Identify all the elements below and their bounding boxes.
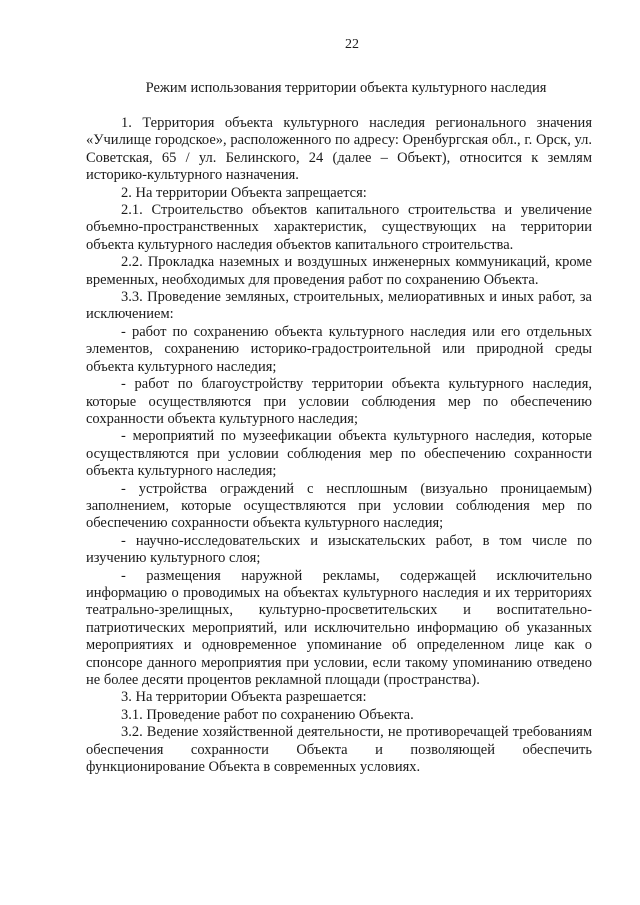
- document-title: Режим использования территории объекта культурного наследия: [145, 80, 547, 96]
- list-item-advertising: - размещения наружной рекламы, содержащей исключительно информацию о проводимых на объектах культурного наследия и их территориях театрально-зрелищных, культурно-просветительских и воспитательно-патриотических мероприятий, или исключительно информацию об указанных мероприятиях и одновременное упоминание об определенном лице как о спонсоре данного мероприятия при условии, если такому упоминанию отведено не более десяти процентов рекламной площади (пространства).: [86, 567, 592, 688]
- list-item-fencing: - устройства ограждений с несплошным (визуально проницаемым) заполнением, которые осуществляются при условии соблюдения мер по обеспечению сохранности объекта культурного наследия;: [86, 480, 592, 532]
- document-body: [86, 115, 592, 776]
- paragraph-2-2: 2.2. Прокладка наземных и воздушных инженерных коммуникаций, кроме временных, необходимых для проведения работ по сохранению Объекта.: [86, 254, 592, 288]
- paragraph-3-3: 3.3. Проведение земляных, строительных, мелиоративных и иных работ, за исключением:: [86, 289, 592, 323]
- paragraph-3-2: 3.2. Ведение хозяйственной деятельности, не противоречащей требованиям обеспечения сохранности Объекта и позволяющей обеспечить функционирование Объекта в современных условиях.: [86, 724, 592, 776]
- paragraph-3: 3. На территории Объекта разрешается:: [121, 689, 367, 706]
- paragraph-2-1: 2.1. Строительство объектов капитального строительства и увеличение объемно-пространственных характеристик, существующих на территории объекта культурного наследия объектов капитального строительства.: [86, 202, 592, 253]
- list-item-preservation-works: - работ по сохранению объекта культурного наследия или его отдельных элементов, сохранению историко-градостроительной или природной среды объекта культурного наследия;: [86, 323, 592, 375]
- paragraph-2: 2. На территории Объекта запрещается:: [121, 184, 367, 201]
- page-number: 22: [345, 37, 359, 52]
- paragraph-3-1: 3.1. Проведение работ по сохранению Объекта.: [121, 706, 414, 723]
- list-item-museumification: - мероприятий по музеефикации объекта культурного наследия, которые осуществляются при условии соблюдения мер по обеспечению сохранности объекта культурного наследия;: [86, 428, 592, 480]
- list-item-landscaping-works: - работ по благоустройству территории объекта культурного наследия, которые осуществляются при условии соблюдения мер по обеспечению сохранности объекта культурного наследия;: [86, 376, 592, 427]
- paragraph-1: 1. Территория объекта культурного наследия регионального значения «Училище городское», расположенного по адресу: Оренбургская обл., г. Орск, ул. Советская, 65 / ул. Белинского, 24 (далее – Объект), относится к землям историко-культурного назначения.: [86, 115, 592, 184]
- list-item-research-works: - научно-исследовательских и изыскательских работ, в том числе по изучению культурного слоя;: [86, 532, 592, 567]
